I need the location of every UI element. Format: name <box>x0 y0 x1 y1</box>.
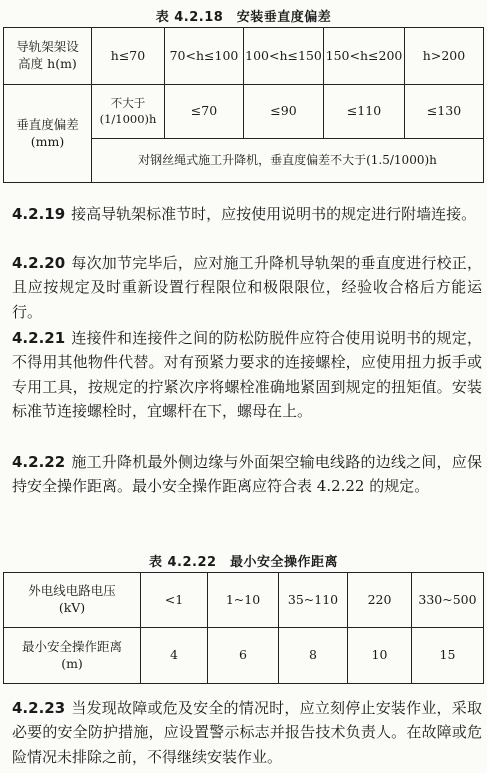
clause-4-2-19 <box>12 202 482 226</box>
distance-cell: 6 <box>208 628 279 684</box>
clause-4-2-20 <box>12 251 482 324</box>
table-4-2-22-caption: 表 4.2.22 最小安全操作距离 <box>148 555 339 570</box>
voltage-cell: <1 <box>141 573 208 628</box>
height-range-cell: 100<h≤150 <box>244 28 324 85</box>
clause-number: 4.2.22 <box>12 453 66 471</box>
deviation-value-cell: 不大于(1/1000)h <box>92 85 165 139</box>
voltage-label-cell <box>4 573 141 628</box>
distance-label-cell <box>4 628 141 684</box>
voltage-row <box>4 573 484 628</box>
clause-4-2-23 <box>12 696 482 769</box>
deviation-value-cell: ≤70 <box>165 85 244 139</box>
deviation-value-cell: ≤110 <box>324 85 405 139</box>
clause-number: 4.2.23 <box>12 699 66 717</box>
distance-row <box>4 628 484 684</box>
height-range-cell: h≤70 <box>92 28 165 85</box>
height-label-cell <box>4 28 92 85</box>
voltage-label-line1: 外电线电路电压 <box>28 583 116 599</box>
clause-number: 4.2.21 <box>12 329 66 347</box>
wire-rope-note-cell: 对钢丝绳式施工升降机，垂直度偏差不大于(1.5/1000)h <box>92 139 484 183</box>
clause-number: 4.2.19 <box>12 205 66 223</box>
clause-text: 接高导轨架标准节时，应按使用说明书的规定进行附墙连接。 <box>71 205 477 223</box>
table-4-2-18 <box>3 27 484 183</box>
height-range-cell: 150<h≤200 <box>324 28 405 85</box>
clause-text: 当发现故障或危及安全的情况时，应立刻停止安装作业，采取必要的安全防护措施，应设置警示标志并报告技术负责人。在故障或危险情况未排除之前，不得继续安装作业。 <box>12 699 482 766</box>
distance-label-line2: (m) <box>61 655 83 671</box>
table-4-2-18-caption: 表 4.2.18 安装垂直度偏差 <box>155 10 332 25</box>
height-range-cell: 70<h≤100 <box>165 28 244 85</box>
height-label-line2: 高度 h(m) <box>18 56 77 71</box>
clause-text: 每次加节完毕后，应对施工升降机导轨架的垂直度进行校正，且应按规定及时重新设置行程限位和极限限位，经验收合格后方能运行。 <box>12 254 482 321</box>
clause-text: 施工升降机最外侧边缘与外面架空输电线路的边线之间，应保持安全操作距离。最小安全操作距离应符合表 4.2.22 的规定。 <box>12 453 482 496</box>
voltage-cell: 1~10 <box>208 573 279 628</box>
table-header-row <box>4 28 484 85</box>
deviation-label-line2: (mm) <box>30 133 65 149</box>
height-label-line1: 导轨架架设 <box>16 39 79 55</box>
clause-4-2-21 <box>12 326 482 423</box>
distance-cell: 8 <box>279 628 348 684</box>
voltage-cell: 220 <box>348 573 412 628</box>
voltage-label-line2: (kV) <box>58 600 86 615</box>
distance-cell: 10 <box>348 628 412 684</box>
deviation-value-cell: ≤130 <box>405 85 484 139</box>
distance-label-line1: 最小安全操作距离 <box>21 638 122 654</box>
voltage-cell: 330~500 <box>412 573 484 628</box>
clause-number: 4.2.20 <box>12 254 66 272</box>
deviation-value-cell: ≤90 <box>244 85 324 139</box>
height-range-cell: h>200 <box>405 28 484 85</box>
deviation-label-cell <box>4 85 92 183</box>
deviation-values-row <box>4 85 484 139</box>
distance-cell: 4 <box>141 628 208 684</box>
clause-4-2-22 <box>12 450 482 499</box>
clause-text: 连接件和连接件之间的防松防脱件应符合使用说明书的规定，不得用其他物件代替。对有预紧力要求的连接螺栓，应使用扭力扳手或专用工具，按规定的拧紧次序将螺栓准确地紧固到规定的扭矩值。安装标准节连接螺栓时，宜螺杆在下，螺母在上。 <box>12 329 482 420</box>
table-4-2-22 <box>3 572 484 684</box>
distance-cell: 15 <box>412 628 484 684</box>
voltage-cell: 35~110 <box>279 573 348 628</box>
deviation-label-line1: 垂直度偏差 <box>16 116 79 132</box>
